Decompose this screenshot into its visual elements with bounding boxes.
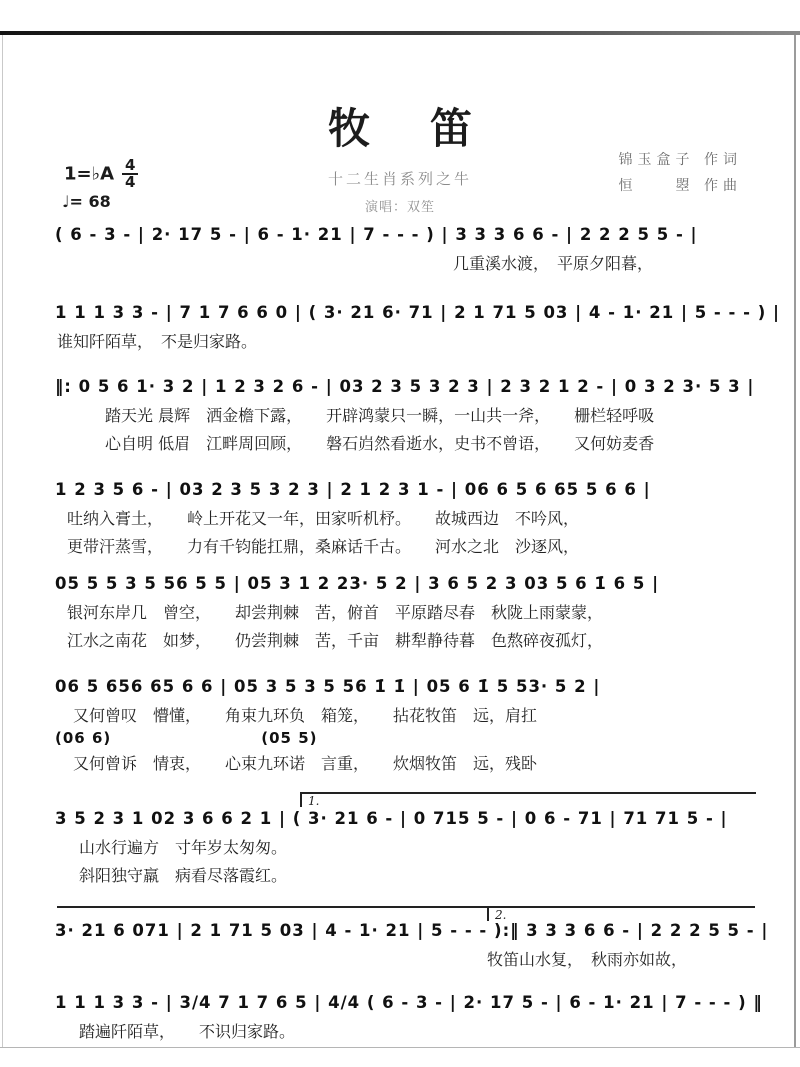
lyric-line: 又何曾诉 情衷， 心束九环诺 言重， 炊烟牧笛 远，残卧	[73, 754, 538, 773]
notation-line: 06 5 656 65 6 6 | 05 3 5 3 5 56 1̇ 1̇ | 05 6 1̇ 5 53· 5 2 |	[55, 677, 601, 696]
first-ending-label: 1.	[308, 794, 320, 808]
lyric-line: 吐纳入膏土， 岭上开花又一年，田家听机杼。 故城西边 不吟风，	[67, 509, 580, 528]
notation-line: 05 5 5 3 5 56 5 5 | 05 3 1 2 23· 5 2 | 3 6 5 2 3 03 5 6 1̇ 6 5 |	[55, 574, 660, 593]
music-system	[55, 806, 761, 888]
tempo-marking: ♩= 68	[62, 192, 111, 211]
lyric-line: 踏天光 晨辉 洒金檐下露， 开辟鸿蒙只一瞬，一山共一斧， 栅栏轻呼吸	[105, 406, 655, 425]
key-label: 1=♭A	[64, 163, 115, 185]
alternate-notes: (06 6)	[55, 729, 112, 747]
series-subtitle: 十二生肖系列之牛	[327, 170, 472, 188]
bottom-border-line	[0, 1047, 800, 1048]
lyric-line: 山水行遍方 寸年岁太匆匆。	[79, 838, 288, 857]
second-ending-label: 2.	[495, 908, 507, 922]
notation-line: 3 5 2 3 1 02 3 6 6 2 1 | ( 3· 21 6 - | 0 715 5 - | 0 6 - 71 | 71 71 5 - |	[55, 809, 728, 828]
notation-line: 1 1 1 3 3 - | 3/4 7 1 7 6 5 | 4/4 ( 6 - 3 - | 2· 17 5 - | 6 - 1· 21 | 7 - - - ) ‖	[55, 993, 763, 1012]
top-border-line	[0, 31, 800, 35]
music-system	[55, 571, 761, 653]
notation-line: ( 6 - 3 - | 2· 17 5 - | 6 - 1· 21 | 7 - - - ) | 3 3 3 6 6 - | 2 2 2 5 5 - |	[55, 225, 698, 244]
lyric-line: 牧笛山水复， 秋雨亦如故，	[487, 950, 688, 969]
music-system	[55, 674, 761, 776]
music-system	[55, 374, 761, 456]
music-system	[55, 918, 769, 972]
notation-line: 3· 21 6 071 | 2 1 71 5 03 | 4 - 1· 21 | 5 - - - ):‖ 3 3 3 6 6 - | 2 2 2 5 5 - |	[55, 921, 769, 940]
lyric-line: 几重溪水渡， 平原夕阳暮，	[453, 254, 654, 273]
alternate-notes: (05 5)	[261, 729, 318, 747]
notation-line: 1 1 1 3 3 - | 7 1 7 6 6 0 | ( 3· 21 6· 71 | 2 1 71 5 03 | 4 - 1· 21 | 5 - - - ) |	[55, 303, 781, 322]
lyric-line: 银河东岸几 曾空， 却尝荆棘 苦，俯首 平原踏尽春 秋陇上雨蒙蒙，	[67, 603, 604, 622]
lyric-line: 更带汗蒸雪， 力有千钧能扛鼎，桑麻话千古。 河水之北 沙逐风，	[67, 537, 580, 556]
time-signature-numerator: 4	[122, 158, 138, 175]
lyric-line: 踏遍阡陌草， 不识归家路。	[79, 1022, 296, 1041]
music-system	[55, 222, 761, 276]
time-signature-denominator: 4	[125, 173, 136, 192]
lyric-line: 谁知阡陌草， 不是归家路。	[57, 332, 258, 351]
composer-credit: 恒 曌 作曲	[618, 177, 742, 194]
notation-line: 1 2 3 5 6 - | 03 2 3 5 3 2 3 | 2 1 2 3 1 - | 06 6 5 6 65 5 6 6 |	[55, 480, 651, 499]
notation-line: ‖: 0 5 6 1· 3 2 | 1 2 3 2 6 - | 03 2 3 5 3 2 3 | 2 3 2 1 2 - | 0 3 2 3· 5 3 |	[55, 377, 755, 396]
lyric-line: 心自明 低眉 江畔周回顾， 磐石岿然看逝水，史书不曾语， 又何妨麦香	[105, 434, 655, 453]
lyricist-credit: 锦玉盒子 作词	[618, 152, 742, 168]
music-system	[55, 300, 781, 354]
song-title: 牧笛	[327, 104, 532, 153]
credits-block	[619, 148, 742, 200]
first-ending-bracket	[300, 792, 756, 807]
lyric-line: 又何曾叹 懵懂， 角束九环负 箱笼， 拈花牧笛 远，肩扛	[73, 706, 538, 725]
singer-credit: 演唱：双笙	[364, 200, 435, 215]
alternate-notes-line	[55, 728, 761, 748]
lyric-line: 江水之南花 如梦， 仍尝荆棘 苦，千亩 耕犁静待暮 色熬碎夜孤灯，	[67, 631, 604, 650]
music-system	[55, 990, 761, 1044]
lyric-line: 斜阳独守羸 病看尽落霞红。	[79, 866, 288, 885]
music-system	[55, 477, 761, 559]
